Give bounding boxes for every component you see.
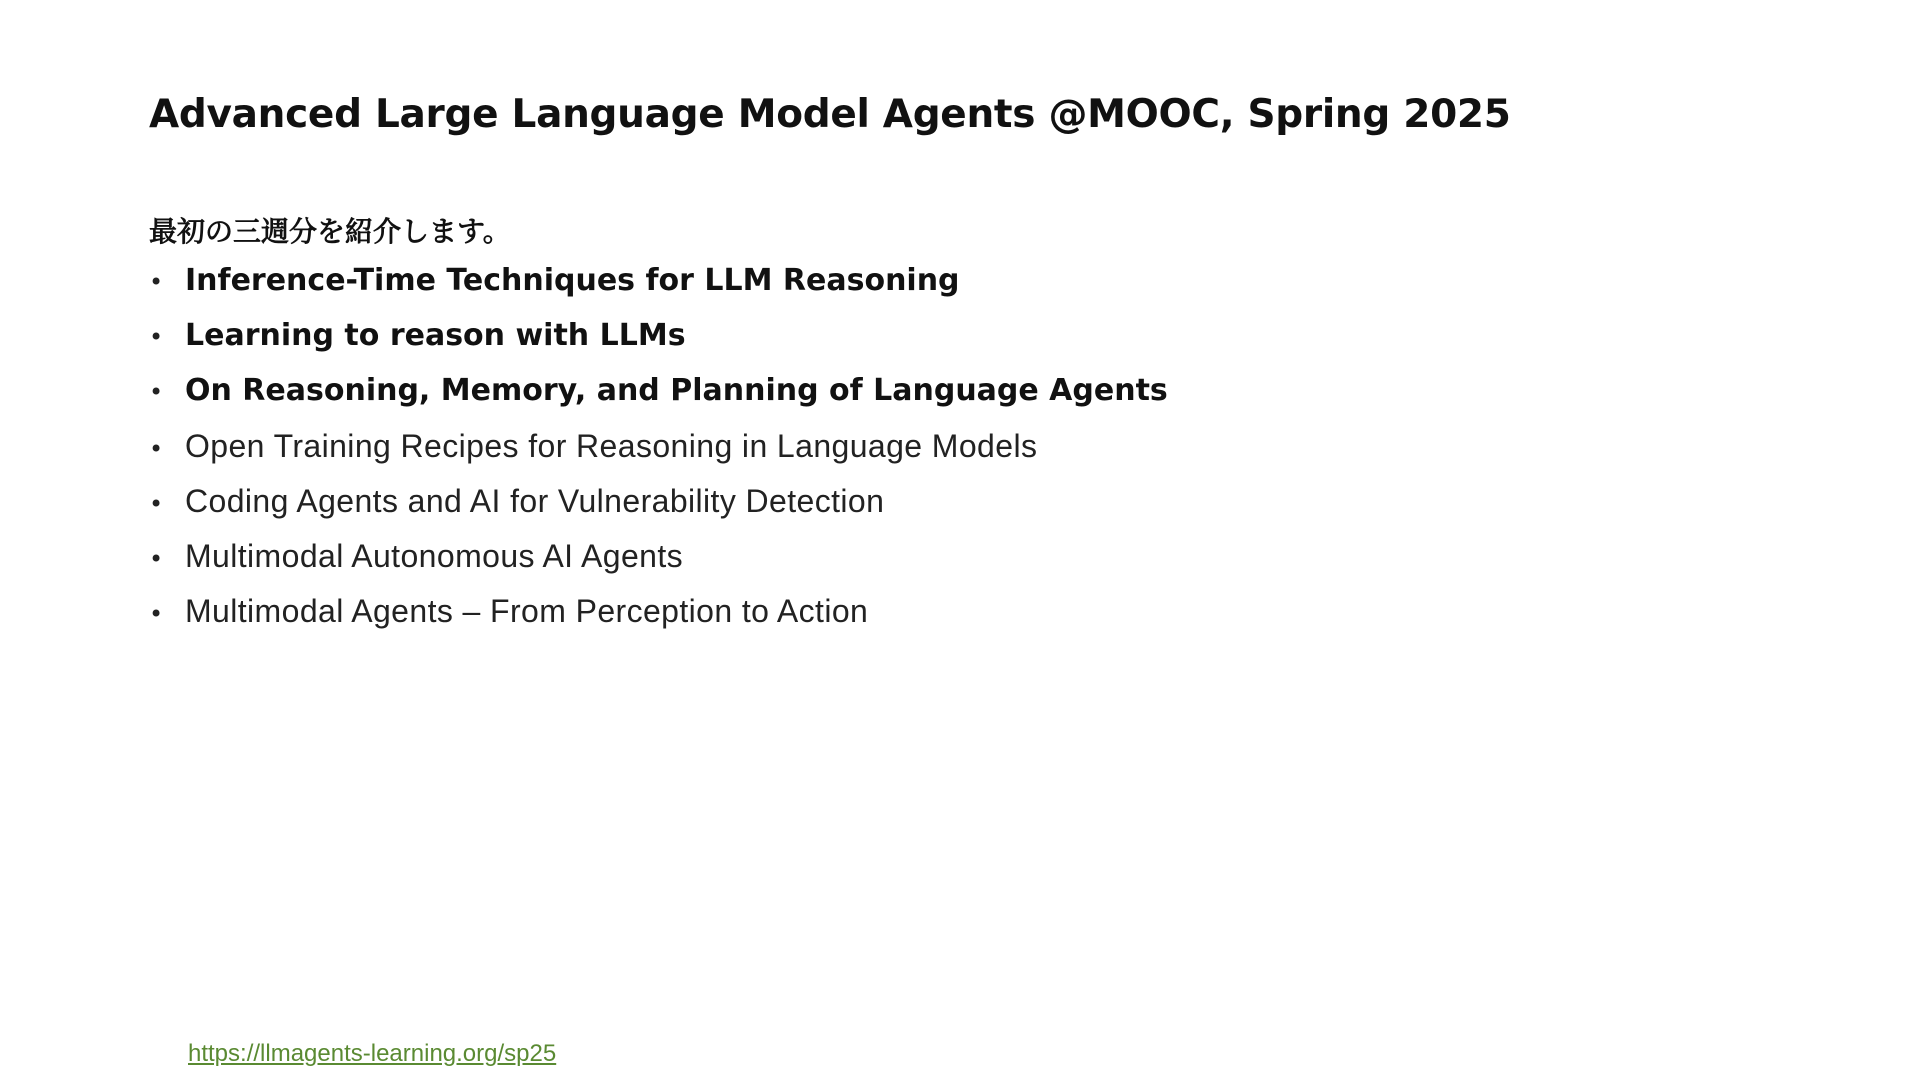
- bullet-text: Learning to reason with LLMs: [185, 318, 686, 353]
- bullet-item-7: [149, 593, 1168, 648]
- intro-text: 最初の三週分を紹介します。: [149, 215, 511, 248]
- bullet-item-3: [149, 373, 1168, 428]
- bullet-icon: •: [149, 490, 164, 518]
- bullet-item-4: [149, 428, 1168, 483]
- bullet-icon: •: [149, 435, 164, 463]
- bullet-text: Open Training Recipes for Reasoning in Language Models: [185, 428, 1038, 464]
- course-link[interactable]: https://llmagents-learning.org/sp25: [188, 1040, 557, 1067]
- bullet-text: On Reasoning, Memory, and Planning of Language Agents: [185, 373, 1168, 408]
- bullet-list: [149, 263, 1168, 648]
- bullet-item-1: [149, 263, 1168, 318]
- bullet-text: Multimodal Autonomous AI Agents: [185, 538, 684, 574]
- bullet-text: Coding Agents and AI for Vulnerability Detection: [185, 483, 885, 519]
- bullet-icon: •: [149, 545, 164, 573]
- bullet-text: Inference-Time Techniques for LLM Reasoning: [185, 263, 960, 298]
- bullet-item-5: [149, 483, 1168, 538]
- bullet-item-6: [149, 538, 1168, 593]
- bullet-text: Multimodal Agents – From Perception to Action: [185, 593, 869, 629]
- bullet-icon: •: [149, 268, 164, 296]
- slide-title: Advanced Large Language Model Agents @MOOC, Spring 2025: [149, 92, 1511, 137]
- bullet-icon: •: [149, 323, 164, 351]
- bullet-icon: •: [149, 378, 164, 406]
- bullet-item-2: [149, 318, 1168, 373]
- bullet-icon: •: [149, 600, 164, 628]
